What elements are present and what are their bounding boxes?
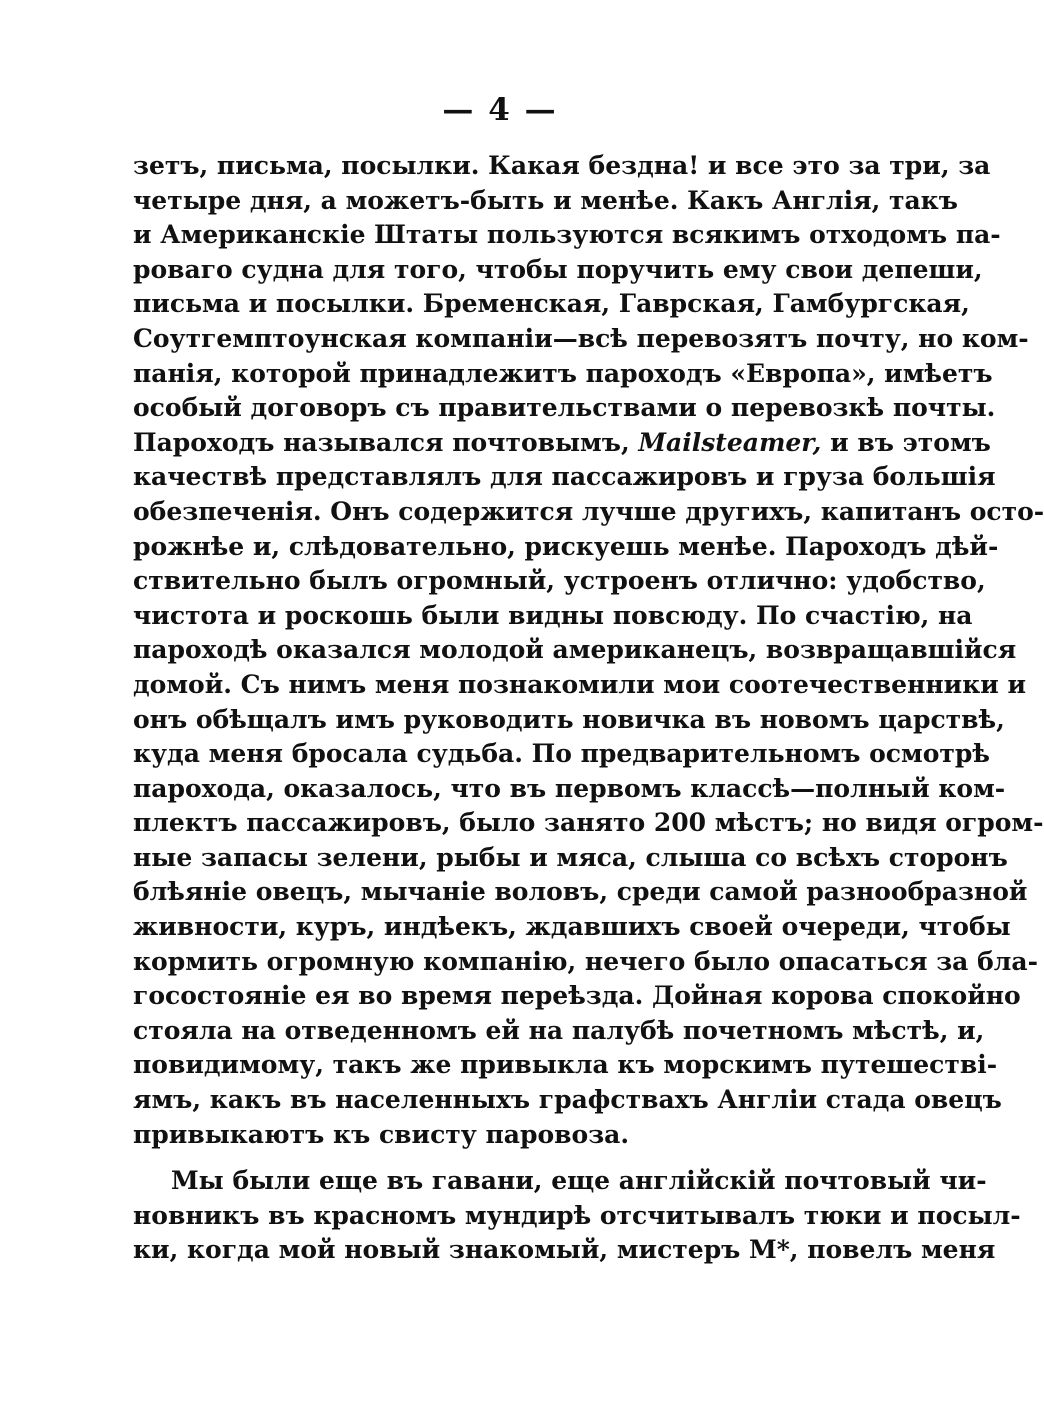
text-line: ямъ, какъ въ населенныхъ графствахъ Англіи стада овецъ — [133, 1085, 1002, 1115]
text-line: ствительно былъ огромный, устроенъ отлично: удобство, — [133, 566, 986, 596]
text-line: зетъ, письма, посылки. Какая бездна! и все это за три, за — [133, 151, 991, 180]
text-line: новникъ въ красномъ мундирѣ отсчитывалъ тюки и посыл- — [133, 1200, 1021, 1230]
text-line: госостояніе ея во время переѣзда. Дойная корова спокойно — [133, 981, 1021, 1011]
text-line-with-italic — [133, 426, 991, 461]
text-line: пароходѣ оказался молодой американецъ, возвращавшійся — [133, 635, 1017, 665]
page-number: — 4 — — [442, 92, 558, 128]
text-line: четыре дня, а можетъ-быть и менѣе. Какъ Англія, такъ — [133, 185, 958, 215]
text-line: панія, которой принадлежитъ пароходъ «Европа», имѣетъ — [133, 358, 993, 388]
text-line: чистота и роскошь были видны повсюду. По счастію, на — [133, 600, 973, 630]
text-line: повидимому, такъ же привыкла къ морскимъ путешестві- — [133, 1050, 998, 1080]
text-line: кормить огромную компанію, нечего было опасаться за бла- — [133, 946, 1038, 976]
text-line: Соутгемптоунская компаніи—всѣ перевозятъ почту, но ком- — [133, 323, 1029, 353]
text-line: живности, куръ, индѣекъ, ждавшихъ своей очереди, чтобы — [133, 912, 1011, 942]
text-line: роваго судна для того, чтобы поручить ему свои депеши, — [133, 254, 983, 284]
text-line: ные запасы зелени, рыбы и мяса, слыша со всѣхъ сторонъ — [133, 842, 1008, 872]
text-segment: и въ этомъ — [821, 427, 991, 457]
text-line: стояла на отведенномъ ей на палубѣ почетномъ мѣстѣ, и, — [133, 1015, 985, 1045]
text-segment: Пароходъ назывался почтовымъ, — [133, 427, 639, 457]
text-line: и Американскіе Штаты пользуются всякимъ отходомъ па- — [133, 220, 1001, 250]
text-line: парохода, оказалось, что въ первомъ классѣ—полный ком- — [133, 773, 1006, 803]
text-line: блѣяніе овецъ, мычаніе воловъ, среди самой разнообразной — [133, 877, 1028, 907]
text-line: домой. Съ нимъ меня познакомили мои соотечественники и — [133, 669, 1027, 699]
text-line: особый договоръ съ правительствами о перевозкѣ почты. — [133, 393, 996, 423]
text-line: онъ обѣщалъ имъ руководить новичка въ новомъ царствѣ, — [133, 704, 1005, 734]
text-line: Мы были еще въ гавани, еще англійскій почтовый чи- — [171, 1166, 987, 1196]
body-text — [133, 149, 1044, 1268]
text-line: обезпеченія. Онъ содержится лучше другихъ, капитанъ осто- — [133, 496, 1044, 526]
text-line: рожнѣе и, слѣдовательно, рискуешь менѣе. Пароходъ дѣй- — [133, 531, 999, 561]
text-line: привыкаютъ къ свисту паровоза. — [133, 1119, 630, 1149]
text-line: качествѣ представлялъ для пассажировъ и груза большія — [133, 462, 996, 492]
text-line: плектъ пассажировъ, было занято 200 мѣстъ; но видя огром- — [133, 808, 1044, 838]
text-line: письма и посылки. Бременская, Гаврская, Гамбургская, — [133, 289, 970, 319]
italic-term: Mailsteamer, — [638, 427, 822, 457]
text-line: ки, когда мой новый знакомый, мистеръ М*, повелъ меня — [133, 1235, 996, 1265]
text-line: куда меня бросала судьба. По предварительномъ осмотрѣ — [133, 739, 990, 769]
